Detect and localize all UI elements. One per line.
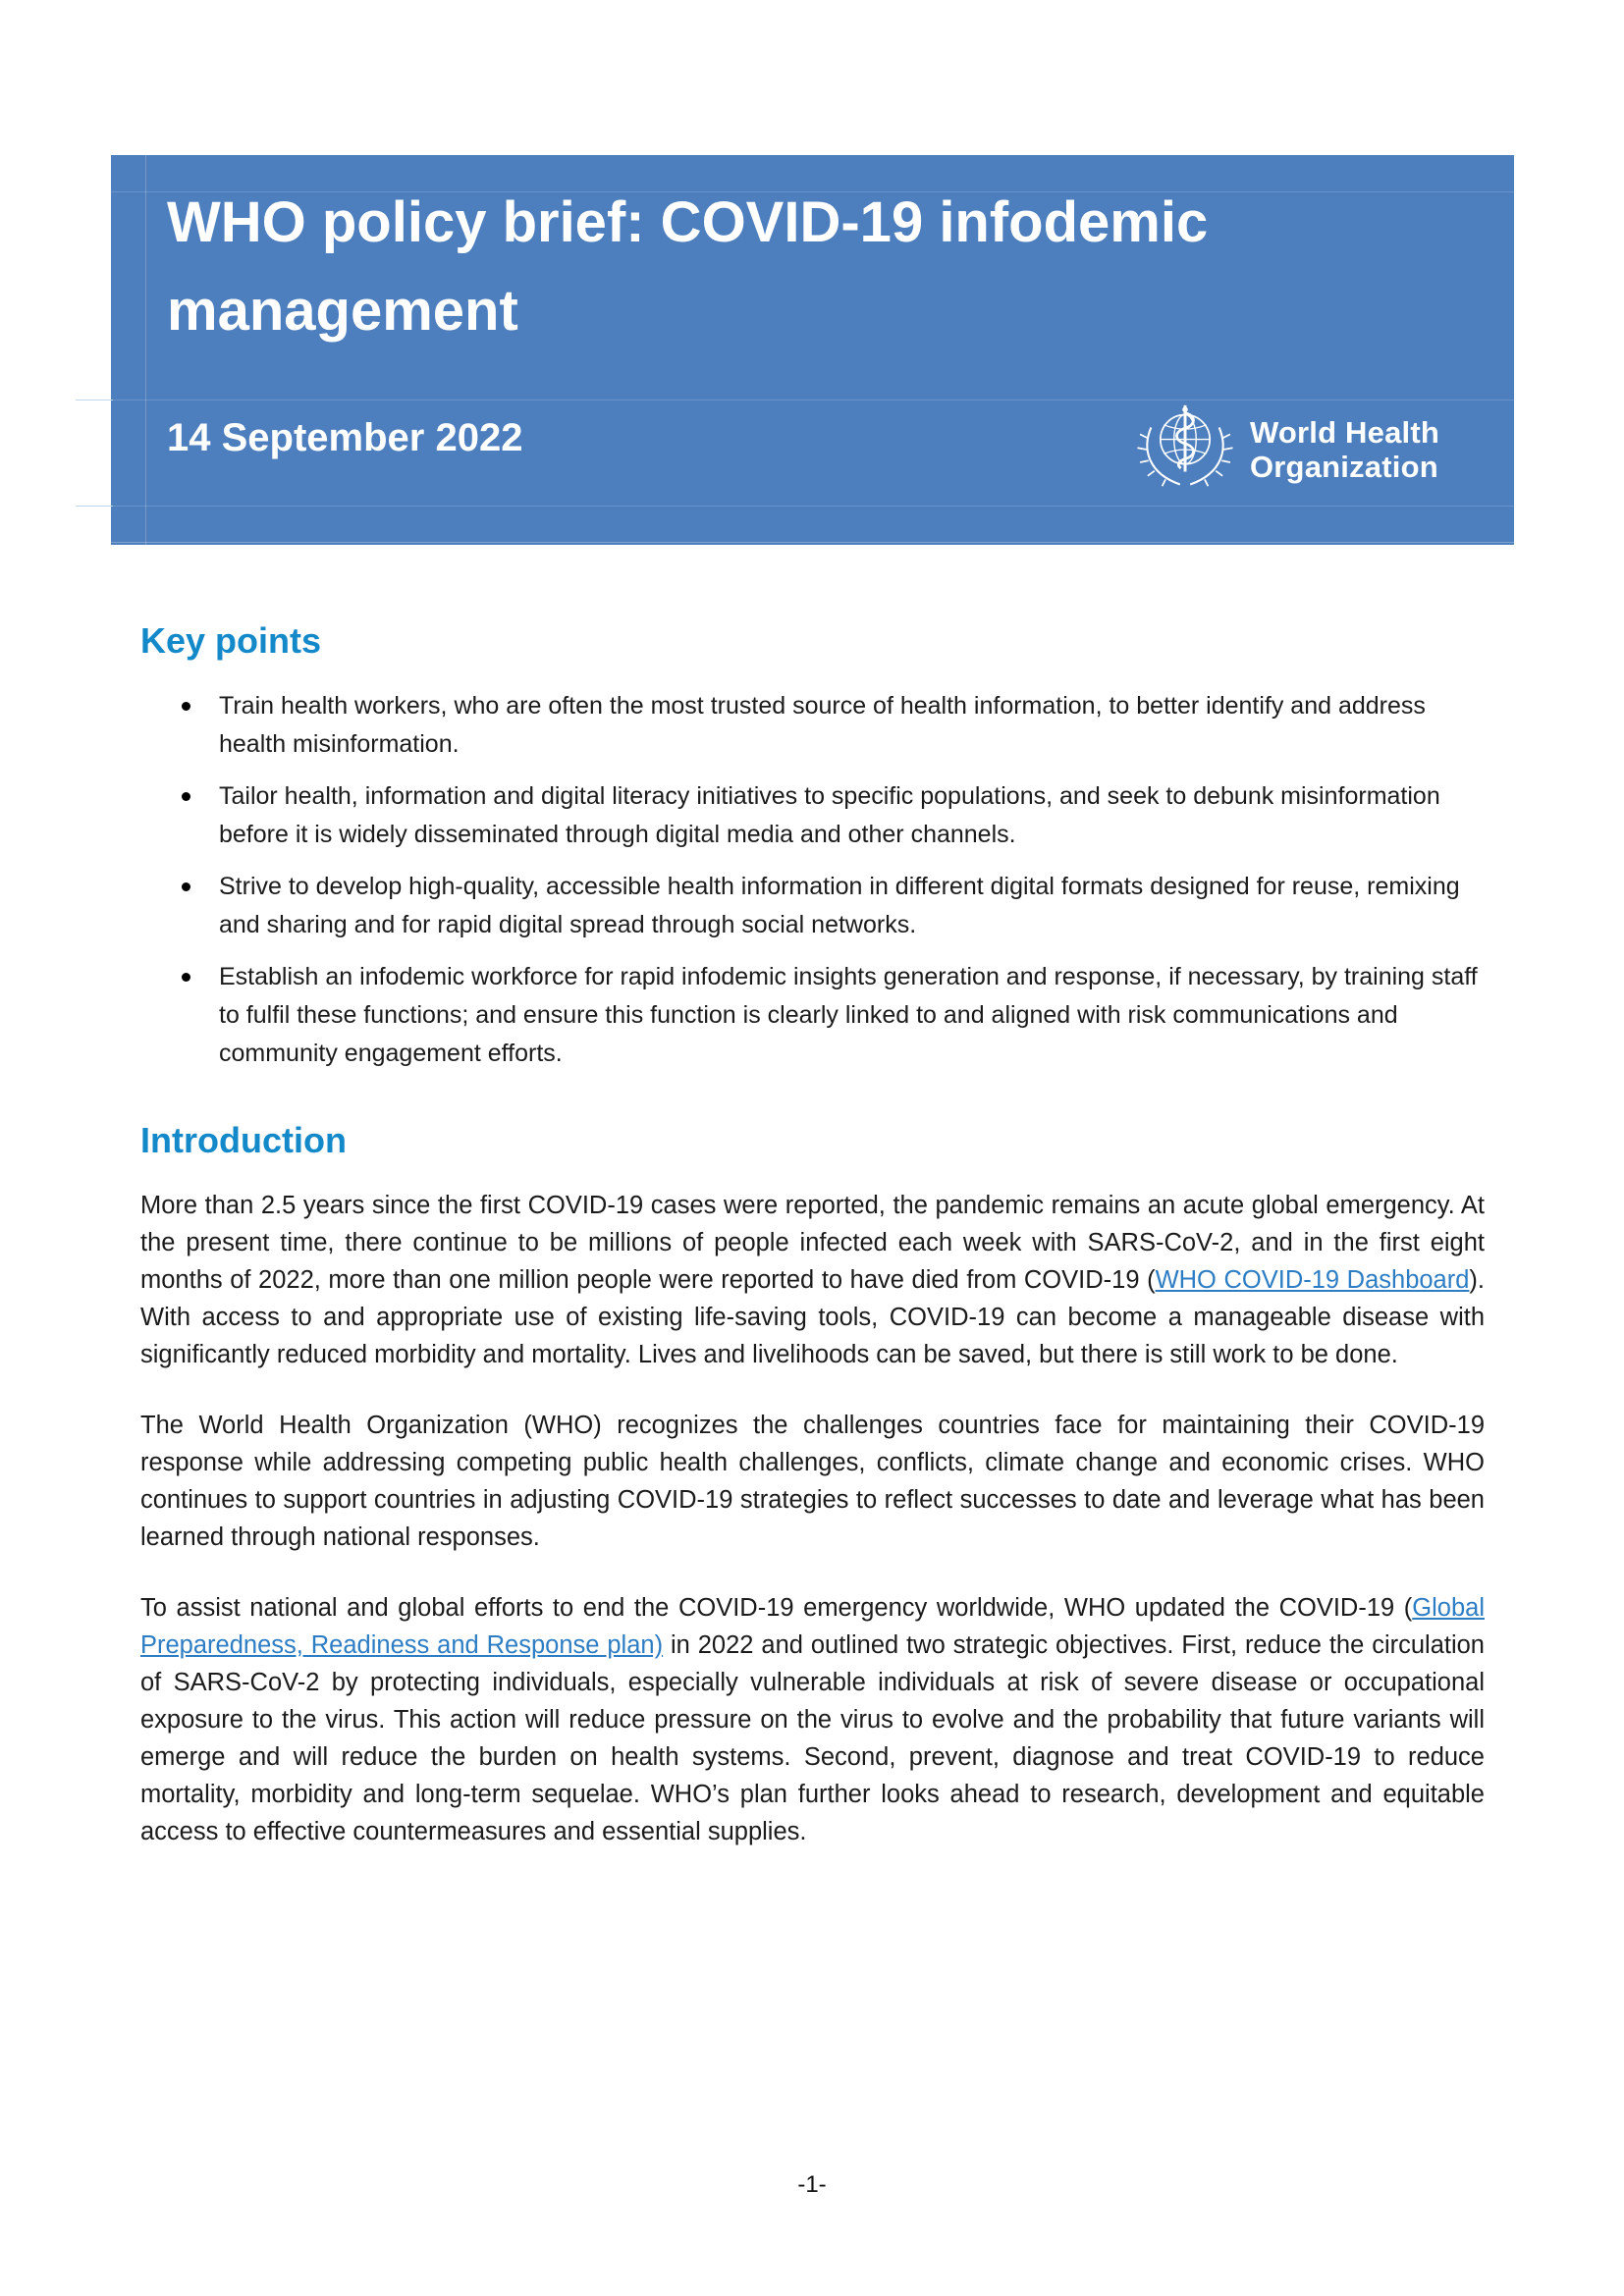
header-gridline-row3: [111, 506, 1514, 507]
page-number: -1-: [797, 2171, 827, 2198]
document-date: 14 September 2022: [167, 416, 523, 459]
who-covid19-dashboard-link[interactable]: WHO COVID-19 Dashboard: [1155, 1266, 1470, 1294]
list-item: Strive to develop high-quality, accessible health information in different digital formats designed for reuse, remixing and sharing and for rapid digital spread through social networks.: [219, 868, 1485, 944]
list-item: Establish an infodemic workforce for rapid infodemic insights generation and response, if necessary, by training staff to fulfil these functions; and ensure this function is clearly linked to and aligned with risk communications and community engagement efforts.: [219, 958, 1485, 1073]
key-points-list: [140, 687, 1485, 1073]
who-logo-line2: Organization: [1249, 450, 1438, 484]
key-points-heading: Key points: [140, 620, 322, 661]
header-banner: [111, 155, 1514, 545]
list-item: Tailor health, information and digital literacy initiatives to specific populations, and seek to debunk misinformation before it is widely disseminated through digital media and other channels.: [219, 777, 1485, 854]
page-title: WHO policy brief: COVID-19 infodemic management: [167, 190, 1209, 343]
who-emblem-icon: [1134, 399, 1236, 501]
document-body: [140, 620, 1485, 1884]
who-logo: [1134, 399, 1439, 501]
paragraph-text: More than 2.5 years since the first COVID-19 cases were reported, the pandemic remains an acute global emergency. At the present time, there continue to be millions of people infected each week with SARS-CoV-2, and in the first eight months of 2022, more than one million people were reported to have died from COVID-19 (: [140, 1192, 1485, 1294]
gridline-stub-bottom: [76, 506, 113, 507]
header-gridline-bottom: [111, 542, 1514, 543]
intro-paragraph-1: [140, 1187, 1485, 1373]
header-gridline-vertical: [145, 155, 146, 545]
who-logo-line1: World Health: [1249, 415, 1439, 450]
paragraph-text: in 2022 and outlined two strategic objectives. First, reduce the circulation of SARS-CoV-2 by protecting individuals, especially vulnerable individuals at risk of severe disease or occupational exposure to the virus. This action will reduce pressure on the virus to evolve and the probability that future variants will emerge and will reduce the burden on health systems. Second, prevent, diagnose and treat COVID-19 to reduce mortality, morbidity and long-term sequelae. WHO’s plan further looks ahead to research, development and equitable access to effective countermeasures and essential supplies.: [140, 1631, 1485, 1845]
introduction-heading: Introduction: [140, 1120, 347, 1160]
list-item: Train health workers, who are often the most trusted source of health information, to better identify and address health misinformation.: [219, 687, 1485, 764]
intro-paragraph-2: The World Health Organization (WHO) recognizes the challenges countries face for maintaining their COVID-19 response while addressing competing public health challenges, conflicts, climate change and economic crises. WHO continues to support countries in adjusting COVID-19 strategies to reflect successes to date and leverage what has been learned through national responses.: [140, 1412, 1485, 1551]
global-preparedness-plan-link[interactable]: Global Preparedness, Readiness and Response plan): [140, 1594, 1485, 1659]
intro-paragraph-3: [140, 1589, 1485, 1850]
who-logo-text: [1250, 415, 1439, 484]
paragraph-text: ). With access to and appropriate use of existing life-saving tools, COVID-19 can become a manageable disease with significantly reduced morbidity and mortality. Lives and livelihoods can be saved, but there is still work to be done.: [140, 1266, 1485, 1368]
introduction-section: [140, 1120, 1485, 1850]
paragraph-text: To assist national and global efforts to end the COVID-19 emergency worldwide, WHO updated the COVID-19 (: [140, 1594, 1413, 1622]
